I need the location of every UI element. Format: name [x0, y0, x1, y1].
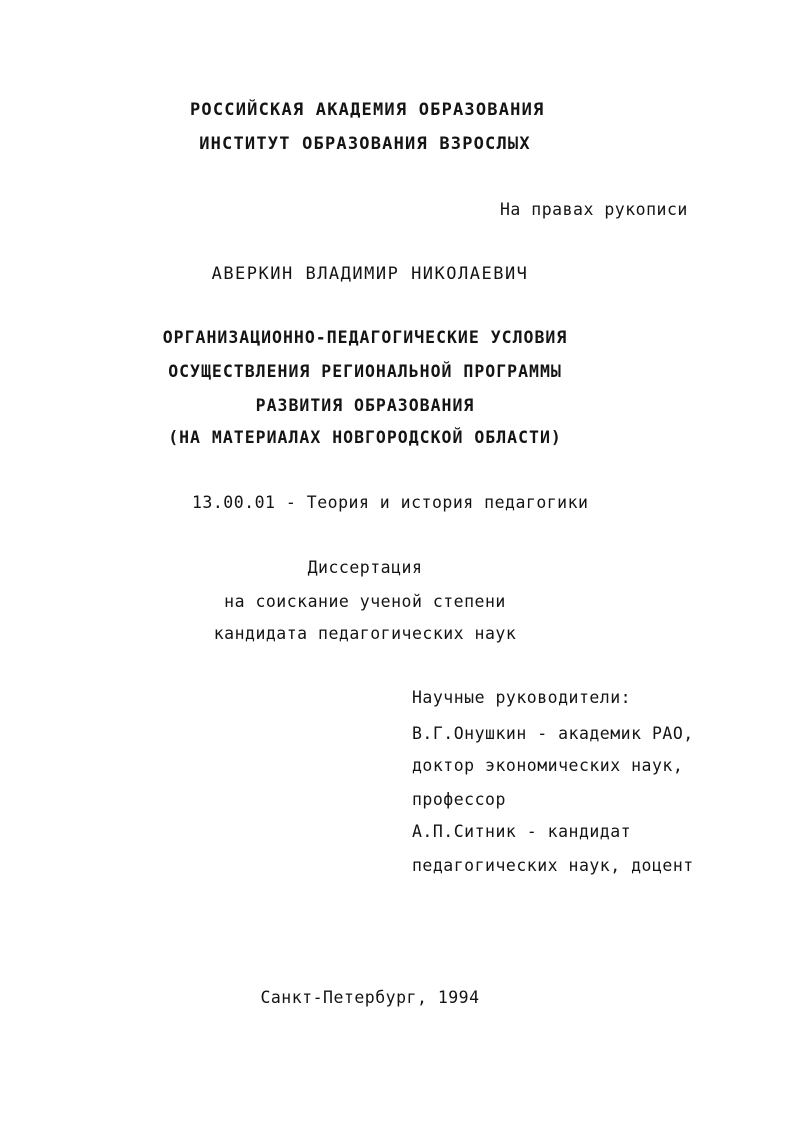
place-and-year: Санкт-Петербург, 1994 — [260, 988, 480, 1007]
supervisor-2-degree: педагогических наук, доцент — [412, 856, 694, 875]
institute-name: ИНСТИТУТ ОБРАЗОВАНИЯ ВЗРОСЛЫХ — [199, 134, 531, 154]
manuscript-rights-note: На правах рукописи — [500, 200, 688, 219]
specialty-code: 13.00.01 - Теория и история педагогики — [192, 493, 589, 512]
title-line-1: ОРГАНИЗАЦИОННО-ПЕДАГОГИЧЕСКИЕ УСЛОВИЯ — [162, 328, 568, 347]
title-line-4: (НА МАТЕРИАЛАХ НОВГОРОДСКОЙ ОБЛАСТИ) — [168, 428, 562, 447]
degree-line-2: на соискание ученой степени — [224, 592, 506, 611]
supervisor-1-name: В.Г.Онушкин - академик РАО, — [412, 724, 694, 743]
author-name: АВЕРКИН ВЛАДИМИР НИКОЛАЕВИЧ — [211, 264, 529, 284]
supervisors-heading: Научные руководители: — [412, 688, 632, 707]
degree-line-3: кандидата педагогических наук — [213, 624, 517, 643]
supervisor-1-title: профессор — [412, 790, 506, 809]
academy-name: РОССИЙСКАЯ АКАДЕМИЯ ОБРАЗОВАНИЯ — [190, 100, 545, 120]
supervisor-2-name: А.П.Ситник - кандидат — [412, 822, 632, 841]
supervisor-1-degree: доктор экономических наук, — [412, 756, 684, 775]
title-line-2: ОСУЩЕСТВЛЕНИЯ РЕГИОНАЛЬНОЙ ПРОГРАММЫ — [168, 362, 562, 381]
title-line-3: РАЗВИТИЯ ОБРАЗОВАНИЯ — [255, 396, 475, 415]
degree-line-1: Диссертация — [307, 558, 423, 577]
